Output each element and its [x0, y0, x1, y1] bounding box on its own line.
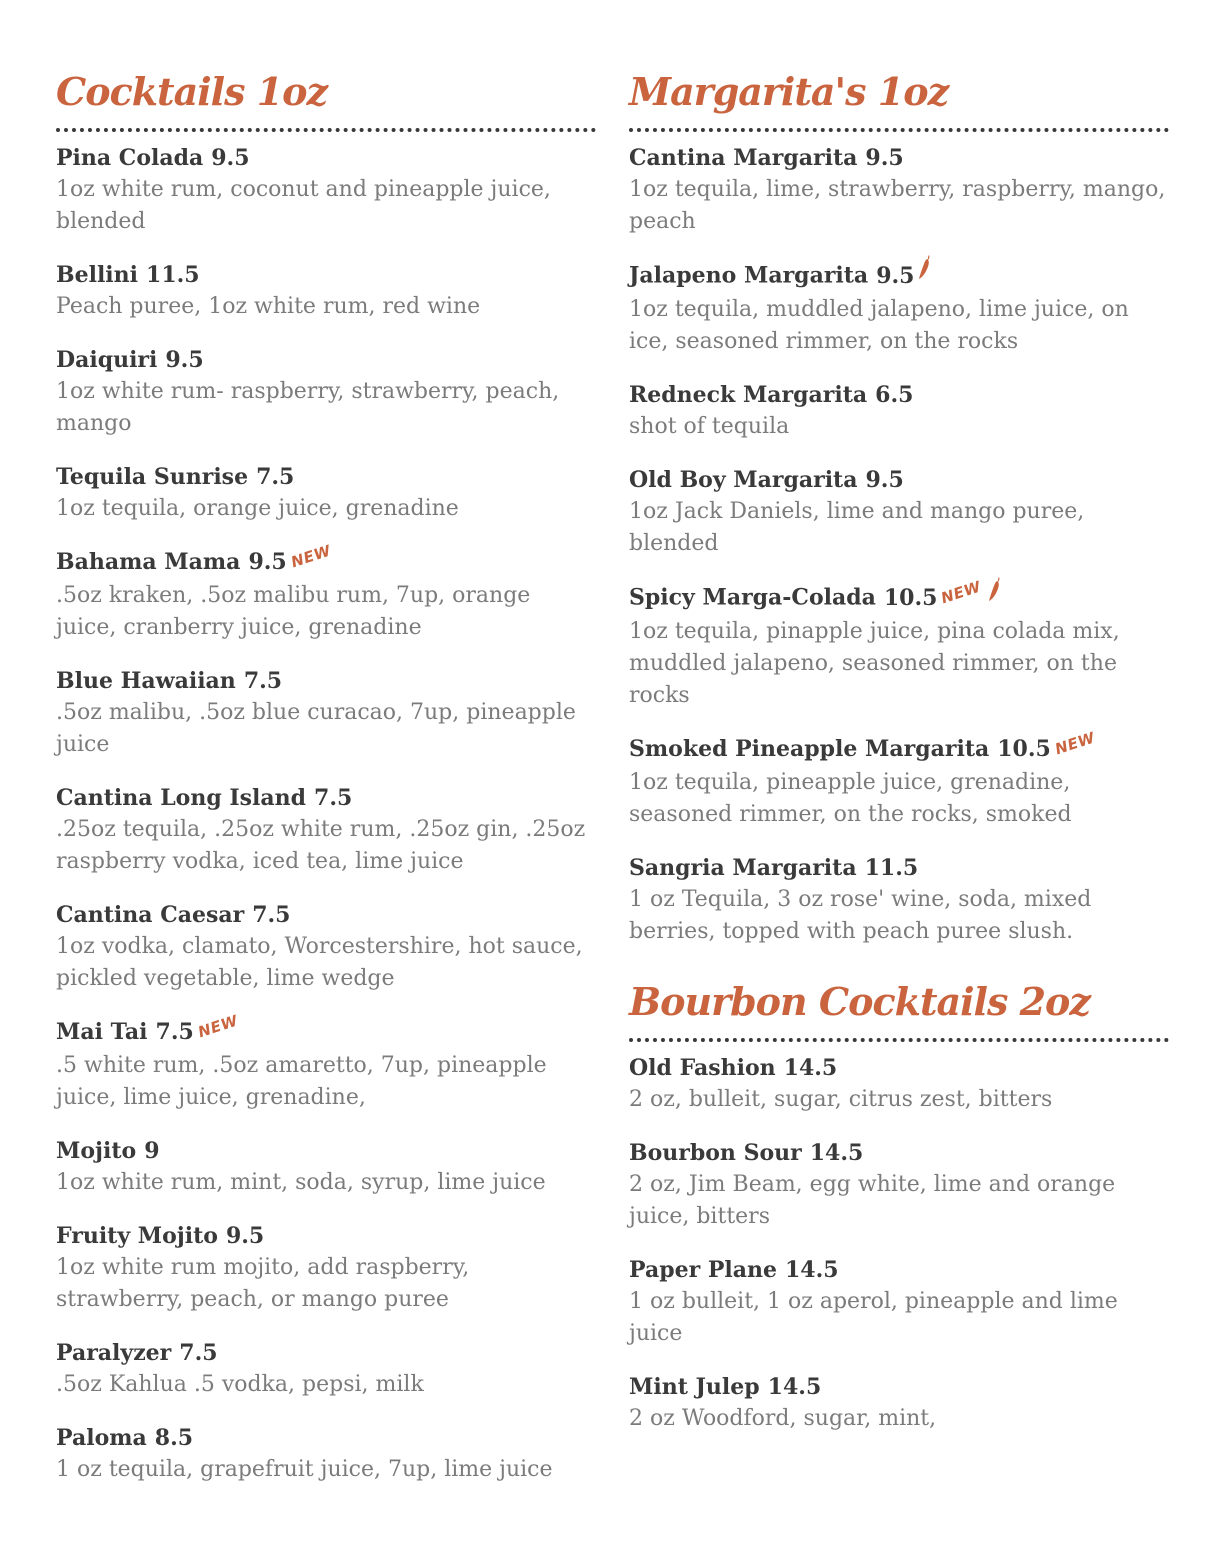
menu-item-price: 7.5: [179, 1340, 218, 1366]
menu-item-description: 1oz tequila, orange juice, grenadine: [56, 496, 459, 521]
cocktails-list: [56, 142, 596, 1486]
menu-item-heading: [56, 782, 596, 814]
menu-item-name: Bellini: [56, 262, 139, 288]
menu-item-name: Fruity Mojito: [56, 1223, 218, 1249]
menu-item-name: Bahama Mama: [56, 549, 241, 575]
cocktails-column: [56, 66, 596, 1486]
menu-item-price: 14.5: [809, 1140, 864, 1166]
cocktails-section-title: Cocktails 1oz: [56, 69, 328, 114]
menu-item-heading: [56, 344, 596, 376]
menu-item-price: 8.5: [154, 1425, 194, 1451]
menu-item-heading: [56, 1011, 596, 1050]
menu-item-description: .5oz kraken, .5oz malibu rum, 7up, orange juice, cranberry juice, grenadine: [56, 583, 531, 640]
menu-item: [56, 344, 596, 440]
menu-item: [56, 541, 596, 644]
menu-item-description: 1oz tequila, lime, strawberry, raspberry, mango, peach: [629, 177, 1166, 234]
menu-item-description: .25oz tequila, .25oz white rum, .25oz gin, .25oz raspberry vodka, iced tea, lime juice: [56, 817, 586, 874]
menu-item-name: Redneck Margarita: [629, 382, 868, 408]
menu-item: [629, 1371, 1169, 1435]
menu-item-price: 14.5: [767, 1374, 822, 1400]
menu-item-price: 14.5: [783, 1055, 838, 1081]
menu-item-description: shot of tequila: [629, 414, 790, 439]
menu-item: [56, 1011, 596, 1114]
menu-item-heading: [629, 1254, 1169, 1286]
menu-item: [629, 464, 1169, 560]
menu-item: [629, 259, 1169, 358]
menu-item-name: Sangria Margarita: [629, 855, 857, 881]
menu-item-description: Peach puree, 1oz white rum, red wine: [56, 294, 481, 319]
menu-item-price: 9: [144, 1138, 160, 1164]
bourbon-section: [629, 976, 1169, 1435]
menu-item-description: .5 white rum, .5oz amaretto, 7up, pineapple juice, lime juice, grenadine,: [56, 1053, 547, 1110]
cocktails-divider: [56, 128, 596, 132]
menu-item-name: Cantina Long Island: [56, 785, 307, 811]
pepper-icon: [988, 576, 1002, 611]
menu-item-heading: [629, 852, 1169, 884]
menu-item-heading: [629, 1137, 1169, 1169]
menu-item-description: 1oz Jack Daniels, lime and mango puree, blended: [629, 499, 1085, 556]
menu-item-description: .5oz Kahlua .5 vodka, pepsi, milk: [56, 1372, 424, 1397]
menu-item-heading: [56, 1337, 596, 1369]
menu-item-description: 1oz white rum- raspberry, strawberry, peach, mango: [56, 379, 560, 436]
margaritas-section-title: Margarita's 1oz: [629, 69, 949, 114]
menu-item: [629, 379, 1169, 443]
menu-item-name: Smoked Pineapple Margarita: [629, 736, 990, 762]
menu-item: [629, 1254, 1169, 1350]
menu-item-name: Paloma: [56, 1425, 147, 1451]
menu-item-heading: [629, 1371, 1169, 1403]
menu-item: [629, 728, 1169, 831]
menu-item-description: 2 oz, bulleit, sugar, citrus zest, bitters: [629, 1087, 1053, 1112]
menu-item-price: 7.5: [252, 902, 291, 928]
menu-item-heading: [56, 259, 596, 291]
menu-item-description: 1oz white rum, mint, soda, syrup, lime juice: [56, 1170, 546, 1195]
menu-item-price: 10.5: [883, 584, 938, 611]
menu-item: [56, 665, 596, 761]
menu-item-name: Blue Hawaiian: [56, 668, 236, 694]
menu-item-price: 9.5: [876, 262, 915, 289]
menu-item-heading: [629, 1052, 1169, 1084]
menu-item-heading: [629, 379, 1169, 411]
menu-item-name: Paper Plane: [629, 1257, 777, 1283]
menu-item: [629, 1052, 1169, 1116]
menu-item-description: 2 oz Woodford, sugar, mint,: [629, 1406, 937, 1431]
menu-item-price: 10.5: [997, 736, 1051, 762]
menu-item: [56, 461, 596, 525]
menu-item-price: 9.5: [165, 347, 204, 373]
menu-item-price: 7.5: [256, 464, 295, 490]
bourbon-section-title: Bourbon Cocktails 2oz: [629, 979, 1090, 1024]
margaritas-divider: [629, 128, 1169, 132]
menu-item-name: Daiquiri: [56, 347, 158, 373]
menu-item: [56, 1135, 596, 1199]
menu-item-description: 1 oz bulleit, 1 oz aperol, pineapple and lime juice: [629, 1289, 1118, 1346]
menu-item-price: 11.5: [864, 855, 919, 881]
menu-item-description: 1oz white rum, coconut and pineapple juice, blended: [56, 177, 551, 234]
menu-item-name: Old Fashion: [629, 1055, 776, 1081]
menu-item-name: Mai Tai: [56, 1019, 148, 1045]
menu-item-name: Mint Julep: [629, 1374, 760, 1400]
menu-item-description: 1oz tequila, pineapple juice, grenadine, seasoned rimmer, on the rocks, smoked: [629, 770, 1072, 827]
menu-item-description: 1oz vodka, clamato, Worcestershire, hot sauce, pickled vegetable, lime wedge: [56, 934, 583, 991]
menu-item-heading: [56, 1135, 596, 1167]
menu-item-name: Jalapeno Margarita: [629, 262, 869, 289]
menu-item-heading: [629, 259, 1169, 294]
menu-item-heading: [56, 1220, 596, 1252]
menu-item-price: 11.5: [146, 262, 200, 288]
menu-item-name: Old Boy Margarita: [629, 467, 858, 493]
menu-item: [56, 1422, 596, 1486]
menu-item-heading: [629, 464, 1169, 496]
menu-item: [56, 142, 596, 238]
menu-item-price: 9.5: [865, 145, 904, 171]
menu-item-price: 9.5: [865, 467, 904, 493]
pepper-icon: [918, 254, 932, 289]
menu-item: [56, 1337, 596, 1401]
menu-item-heading: [56, 461, 596, 493]
margaritas-column: [629, 66, 1169, 1435]
menu-item-description: 1oz white rum mojito, add raspberry, strawberry, peach, or mango puree: [56, 1255, 470, 1312]
menu-item-name: Mojito: [56, 1138, 137, 1164]
menu-item-heading: [56, 142, 596, 174]
menu-item-description: 1 oz tequila, grapefruit juice, 7up, lime juice: [56, 1457, 553, 1482]
menu-item: [56, 899, 596, 995]
menu-item-description: .5oz malibu, .5oz blue curacao, 7up, pineapple juice: [56, 700, 576, 757]
bourbon-list: [629, 1052, 1169, 1435]
new-badge: NEW: [288, 541, 333, 572]
menu-item-heading: [629, 728, 1169, 767]
menu-item-heading: [629, 142, 1169, 174]
menu-item-name: Cantina Margarita: [629, 145, 858, 171]
menu-item-price: 9.5: [211, 145, 250, 171]
menu-item-heading: [56, 899, 596, 931]
menu-item: [629, 852, 1169, 948]
menu-item-name: Cantina Caesar: [56, 902, 245, 928]
menu-item-name: Tequila Sunrise: [56, 464, 249, 490]
bourbon-divider: [629, 1038, 1169, 1042]
menu-item-name: Bourbon Sour: [629, 1140, 802, 1166]
menu-item-heading: [629, 577, 1169, 616]
menu-item: [56, 782, 596, 878]
menu-item: [629, 577, 1169, 712]
menu-item: [629, 142, 1169, 238]
menu-item-price: 14.5: [784, 1257, 839, 1283]
menu-item-description: 1oz tequila, pinapple juice, pina colada mix, muddled jalapeno, seasoned rimmer, on the rocks: [629, 619, 1120, 708]
menu-item-price: 7.5: [243, 668, 283, 694]
menu-item-price: 9.5: [248, 549, 287, 575]
menu-item: [56, 259, 596, 323]
menu-item-price: 7.5: [314, 785, 353, 811]
menu-item-price: 9.5: [225, 1223, 265, 1249]
menu-item-heading: [56, 541, 596, 580]
menu-item-price: 6.5: [875, 382, 914, 408]
margaritas-list: [629, 142, 1169, 948]
menu-item-name: Pina Colada: [56, 145, 204, 171]
menu-item: [629, 1137, 1169, 1233]
menu-item-heading: [56, 665, 596, 697]
new-badge: NEW: [195, 1011, 240, 1042]
menu-item-name: Paralyzer: [56, 1340, 172, 1366]
menu-item-price: 7.5: [155, 1019, 194, 1045]
menu-item-heading: [56, 1422, 596, 1454]
new-badge: NEW: [939, 577, 984, 607]
menu-item-description: 1 oz Tequila, 3 oz rose' wine, soda, mixed berries, topped with peach puree slush.: [629, 887, 1092, 944]
menu-item-name: Spicy Marga-Colada: [629, 584, 876, 611]
new-badge: NEW: [1052, 728, 1098, 759]
menu-item-description: 2 oz, Jim Beam, egg white, lime and orange juice, bitters: [629, 1172, 1116, 1229]
menu-item-description: 1oz tequila, muddled jalapeno, lime juice, on ice, seasoned rimmer, on the rocks: [629, 297, 1129, 354]
menu-item: [56, 1220, 596, 1316]
